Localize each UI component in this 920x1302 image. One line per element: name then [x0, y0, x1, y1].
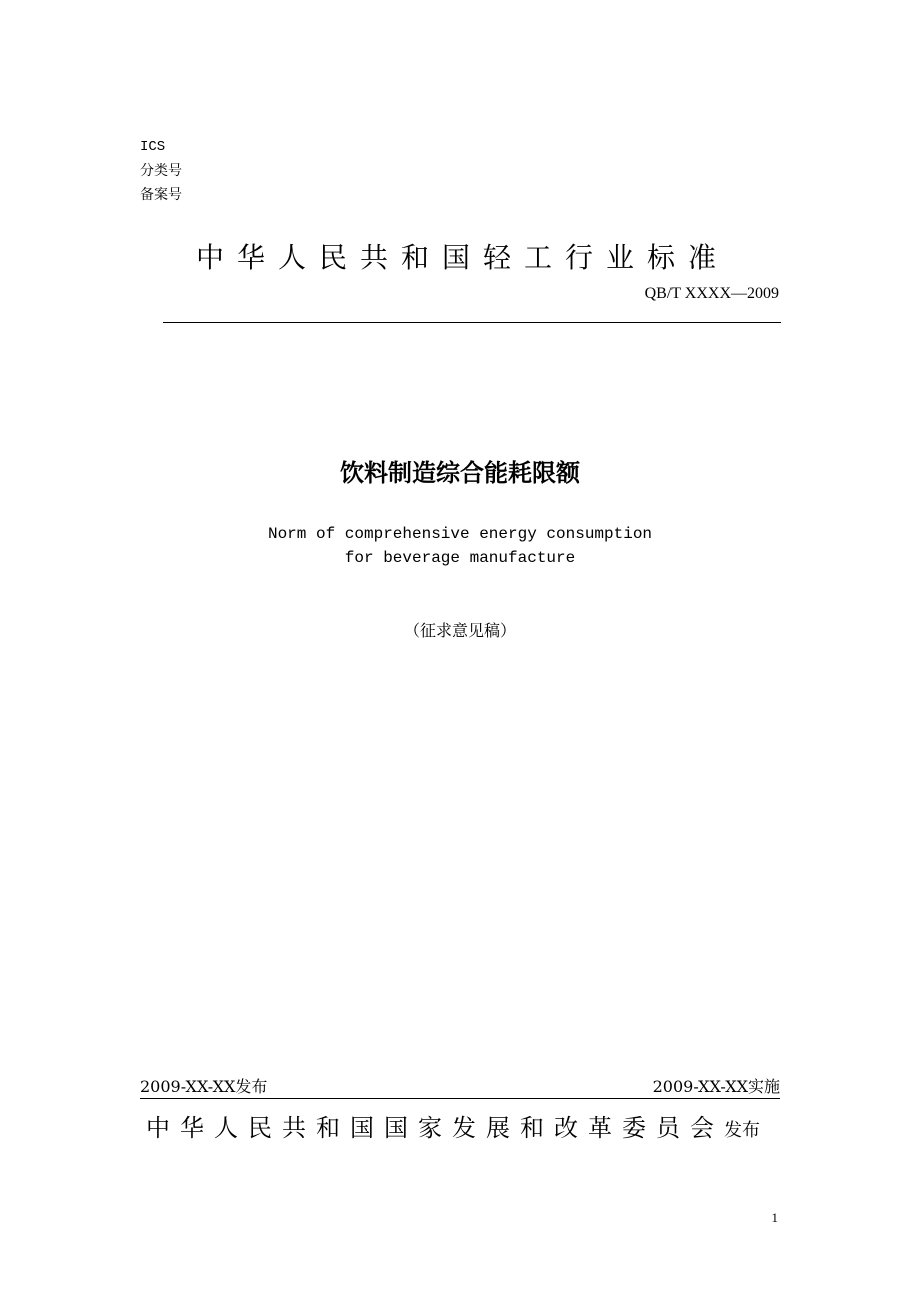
standard-title: 中华人民共和国轻工行业标准 — [196, 241, 730, 274]
issuer-suffix: 发布 — [724, 1120, 760, 1141]
publish-date: 2009-XX-XX发布 — [140, 1077, 268, 1096]
issuer — [146, 1110, 760, 1149]
page-number: 1 — [771, 1210, 778, 1225]
document-title-en-line1: Norm of comprehensive energy consumption — [267, 525, 653, 543]
issuer-name: 中华人民共和国国家发展和改革委员会 — [146, 1114, 724, 1142]
ics-label: ICS — [140, 139, 166, 155]
draft-status: （征求意见稿） — [403, 621, 516, 640]
implement-date: 2009-XX-XX实施 — [652, 1077, 780, 1096]
standard-code: QB/T XXXX—2009 — [644, 285, 779, 302]
classification-label: 分类号 — [140, 163, 182, 179]
filing-label: 备案号 — [140, 187, 182, 203]
document-title-cn: 饮料制造综合能耗限额 — [340, 459, 580, 487]
header-divider — [163, 322, 781, 323]
document-title-en-line2: for beverage manufacture — [344, 549, 576, 567]
footer-divider — [140, 1098, 780, 1099]
